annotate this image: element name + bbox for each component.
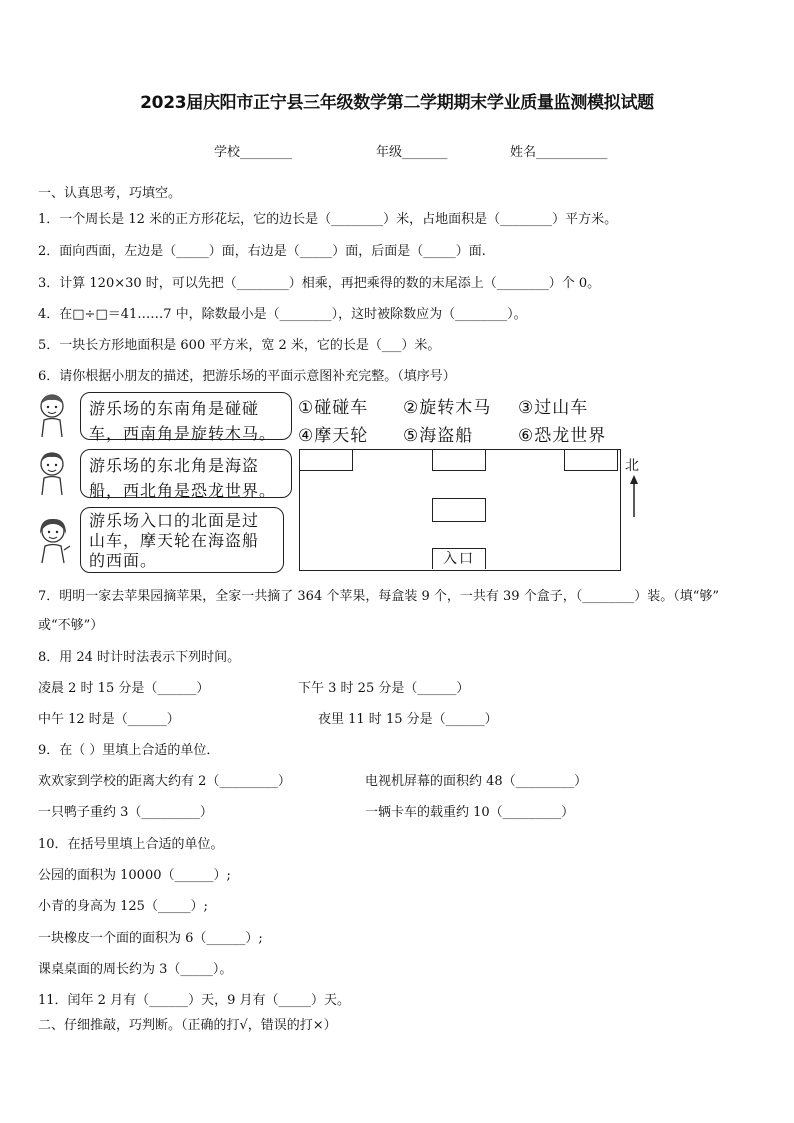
question-10: 10．在括号里填上合适的单位。 (38, 837, 224, 852)
bubble-3-line-2: 山车，摩天轮在海盗船 (89, 531, 260, 550)
bubble-3-line-3: 的西面。 (89, 551, 158, 570)
question-9d: 一辆卡车的载重约 10（_________） (365, 805, 575, 820)
speech-bubble-2 (80, 449, 292, 498)
option-5: ⑤海盗船 (403, 426, 474, 446)
question-8: 8．用 24 时计时法表示下列时间。 (38, 650, 241, 665)
section-heading-1: 一、认真思考，巧填空。 (38, 186, 182, 201)
child-avatar-3 (34, 516, 72, 564)
north-arrow-icon (628, 474, 640, 518)
question-4: 4．在□÷□＝41……7 中，除数最小是（________），这时被除数应为（________）。 (38, 307, 527, 322)
speech-bubble-3 (80, 507, 284, 573)
speech-bubble-1 (80, 392, 292, 443)
section-heading-2: 二、仔细推敲，巧判断。（正确的打√，错误的打×） (38, 1018, 337, 1033)
question-9a: 欢欢家到学校的距离大约有 2（_________） (38, 774, 291, 789)
name-field: 姓名___________ (510, 145, 608, 160)
bubble-2-line-1: 游乐场的东北角是海盗 (89, 456, 260, 475)
question-8a: 凌晨 2 时 15 分是（______） (38, 681, 210, 696)
question-1: 1．一个周长是 12 米的正方形花坛，它的边长是（________）米，占地面积是（________）平方米。 (38, 212, 618, 227)
map-slot-northwest (299, 449, 353, 471)
question-10b: 小青的身高为 125（_____）; (38, 899, 208, 914)
school-field: 学校________ (214, 145, 293, 160)
question-10c: 一块橡皮一个面的面积为 6（______）; (38, 931, 263, 946)
option-2: ②旋转木马 (403, 398, 492, 418)
grade-field: 年级_______ (376, 145, 448, 160)
question-5: 5．一块长方形地面积是 600 平方米，宽 2 米，它的长是（___）米。 (38, 338, 441, 353)
question-7-line-2: 或“不够”） (38, 618, 104, 633)
option-1: ①碰碰车 (298, 398, 369, 418)
question-11: 11．闰年 2 月有（______）天，9 月有（_____）天。 (38, 993, 350, 1008)
north-label: 北 (625, 458, 639, 474)
question-8d: 夜里 11 时 15 分是（______） (318, 712, 498, 727)
option-6: ⑥恐龙世界 (518, 426, 607, 446)
question-6: 6．请你根据小朋友的描述，把游乐场的平面示意图补充完整。（填序号） (38, 369, 456, 384)
child-avatar-2 (34, 450, 70, 496)
question-8c: 中午 12 时是（______） (38, 712, 180, 727)
question-8b: 下午 3 时 25 分是（______） (298, 681, 470, 696)
bubble-2-line-2: 船，西北角是恐龙世界。 (89, 481, 277, 500)
question-3: 3．计算 120×30 时，可以先把（________）相乘，再把乘得的数的末尾添上（________）个 0。 (38, 276, 601, 291)
child-avatar-1 (34, 392, 70, 438)
map-slot-northeast (564, 449, 618, 471)
option-3: ③过山车 (518, 398, 589, 418)
question-9: 9．在（ ）里填上合适的单位． (38, 743, 220, 758)
map-slot-center (432, 498, 486, 522)
question-9c: 一只鸭子重约 3（_________） (38, 805, 213, 820)
question-7-line-1: 7．明明一家去苹果园摘苹果，全家一共摘了 364 个苹果，每盒装 9 个，一共有 39 个盒子，（________）装。（填“够” (38, 589, 719, 604)
question-9b: 电视机屏幕的面积约 48（_________） (365, 774, 588, 789)
bubble-1-line-2: 车，西南角是旋转木马。 (89, 424, 277, 443)
map-entrance: 入口 (432, 548, 486, 569)
page-title: 2023届庆阳市正宁县三年级数学第二学期期末学业质量监测模拟试题 (140, 93, 654, 113)
bubble-1-line-1: 游乐场的东南角是碰碰 (89, 399, 260, 418)
option-4: ④摩天轮 (298, 426, 369, 446)
question-10d: 课桌桌面的周长约为 3（_____）。 (38, 962, 233, 977)
park-map (299, 449, 621, 571)
question-10a: 公园的面积为 10000（______）; (38, 868, 231, 883)
question-2: 2．面向西面，左边是（_____）面，右边是（_____）面，后面是（_____）面. (38, 244, 486, 259)
bubble-3-line-1: 游乐场入口的北面是过 (89, 511, 260, 530)
map-slot-north (432, 449, 486, 471)
